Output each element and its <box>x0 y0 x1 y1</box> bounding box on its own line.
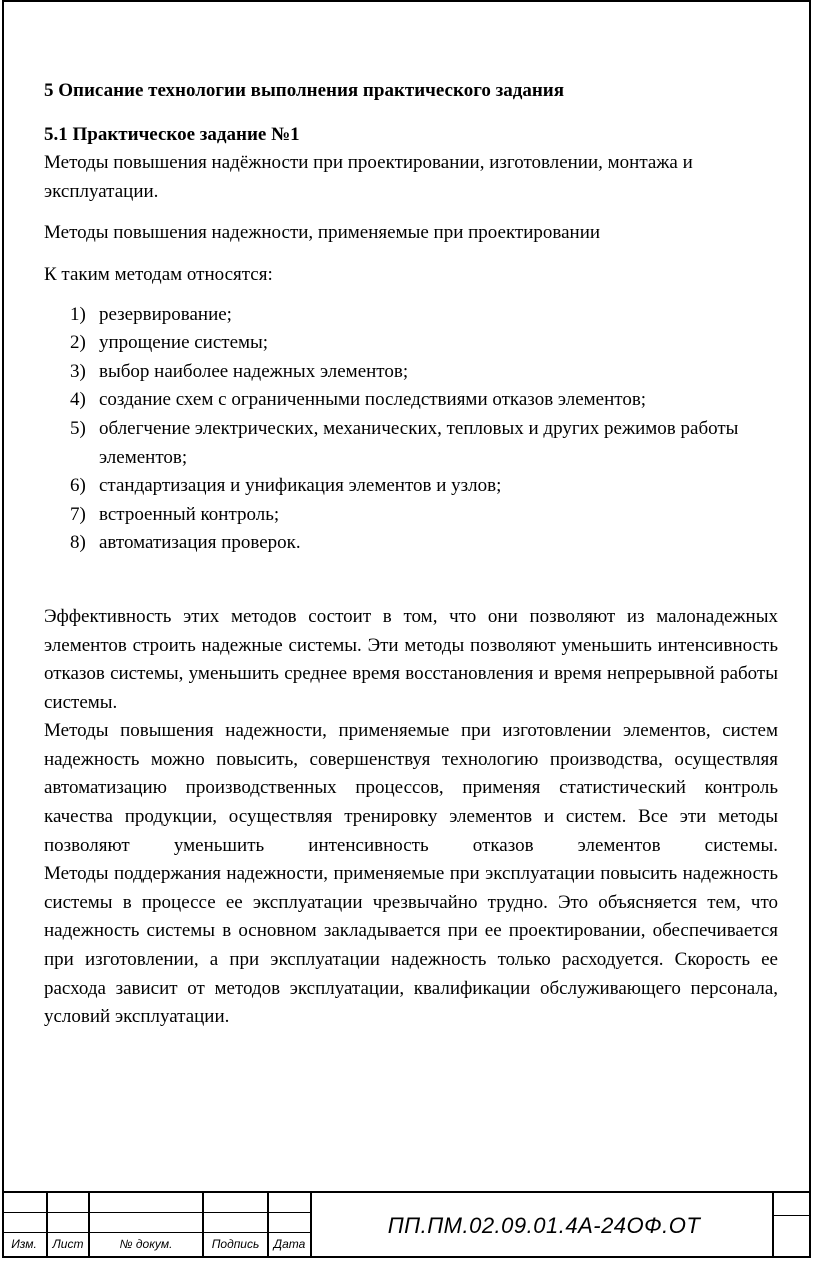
podpis-caption: Подпись <box>211 1237 260 1251</box>
body-text <box>44 603 778 1032</box>
izm-caption: Изм. <box>11 1237 37 1251</box>
list-item: 5) облегчение электрических, механических, тепловых и других режимов работы элементов; <box>70 417 739 468</box>
list-item: 4) создание схем с ограниченными последствиями отказов элементов; <box>70 389 647 411</box>
paragraph-effectiveness: Эффективность этих методов состоит в том, что они позволяют из малонадежных элементов строить надежные системы. Эти методы позволяют уменьшить интенсивность отказов системы, уменьшить среднее время восстановления и время непрерывной работы системы. <box>44 605 778 713</box>
list-item: 7) встроенный контроль; <box>70 503 280 525</box>
paragraph-operation: Методы поддержания надежности, применяемые при эксплуатации повысить надежность системы в процессе ее эксплуатации чрезвычайно трудно. Это объясняется тем, что надежность системы в основном закладывается при ее проектировании, обеспечивается при изготовлении, а при эксплуатации надежность только расходуется. Скорость ее расхода зависит от методов эксплуатации, квалификации обслуживающего персонала, условий эксплуатации. <box>44 863 778 1028</box>
stamp-col-line <box>310 1193 312 1258</box>
intro-line: Методы повышения надёжности при проектировании, изготовлении, монтажа и эксплуатации. <box>44 152 693 202</box>
subsection-title: 5.1 Практическое задание №1 <box>44 123 300 145</box>
section-title: 5 Описание технологии выполнения практического задания <box>44 80 565 101</box>
list-item: 3) выбор наиболее надежных элементов; <box>70 360 409 382</box>
stamp-row-line <box>774 1215 809 1216</box>
list-caption: Лист <box>52 1237 84 1251</box>
data-caption: Дата <box>273 1237 306 1251</box>
list-item: 1) резервирование; <box>70 303 232 325</box>
list-item: 8) автоматизация проверок. <box>70 532 301 554</box>
list-item: 6) стандартизация и унификация элементов и узлов; <box>70 475 502 497</box>
document-code: ПП.ПМ.02.09.01.4А-24ОФ.ОТ <box>387 1213 701 1238</box>
dokum-caption: № докум. <box>119 1237 173 1251</box>
stamp-row-line <box>2 1232 312 1233</box>
title-block <box>2 1191 811 1258</box>
methods-list <box>44 301 778 558</box>
paragraph-manufacturing: Методы повышения надежности, применяемые при изготовлении элементов, систем надежность можно повысить, совершенствуя технологию производства, осуществляя автоматизацию производственных процессов, применяя статистический контроль качества продукции, осуществляя тренировку элементов и систем. Все эти методы позволяют уменьшить интенсивность отказов элементов системы. <box>44 720 778 856</box>
page-content <box>44 77 778 1032</box>
stamp-row-line <box>2 1212 312 1213</box>
design-methods-heading: Методы повышения надежности, применяемые при проектировании <box>44 222 601 244</box>
list-item: 2) упрощение системы; <box>70 332 269 354</box>
list-intro: К таким методам относятся: <box>44 263 273 285</box>
